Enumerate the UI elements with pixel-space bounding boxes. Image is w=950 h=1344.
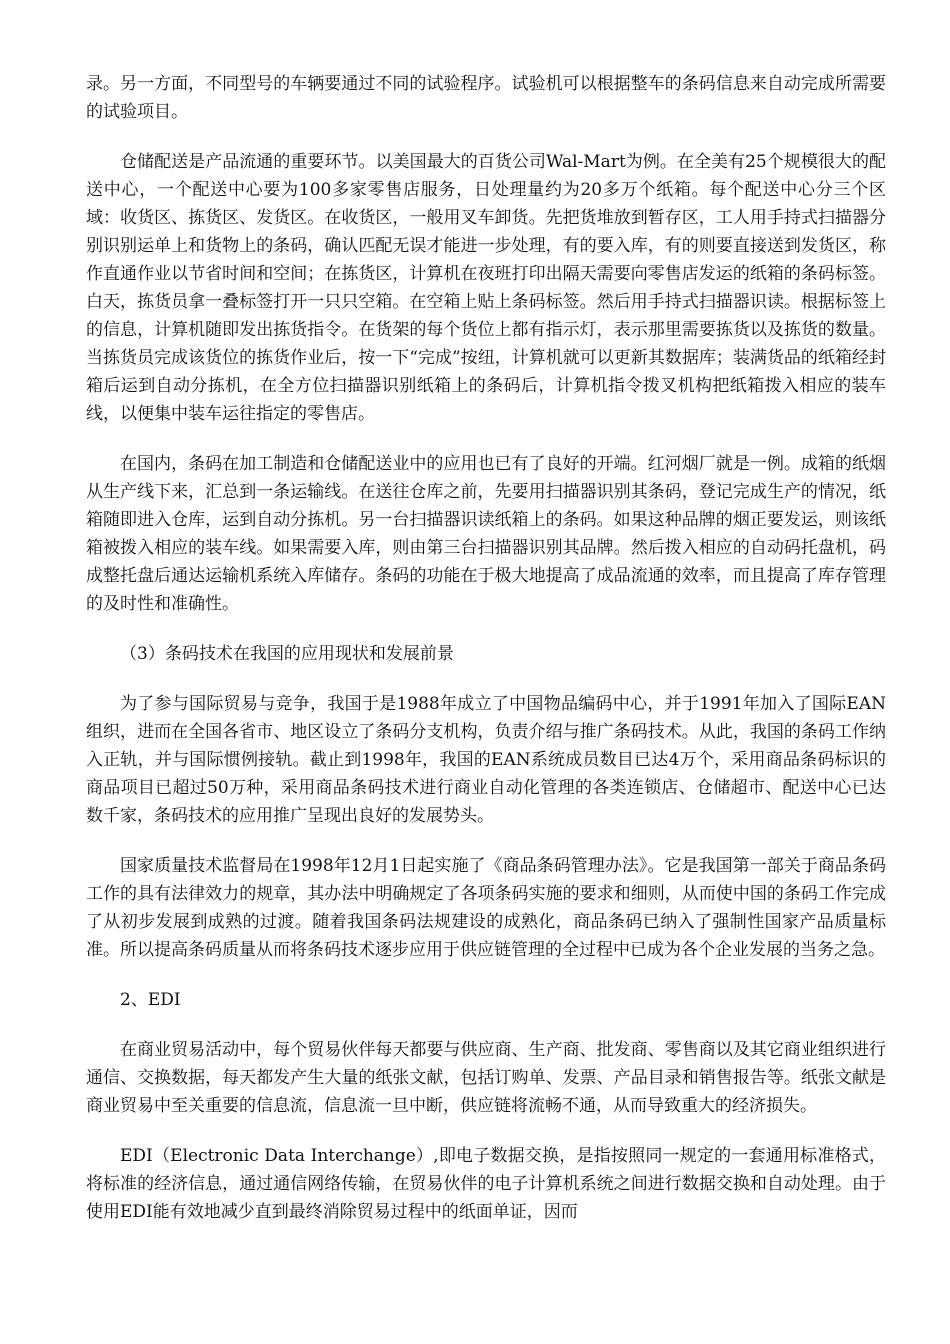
paragraph-regulation: 国家质量技术监督局在1998年12月1日起实施了《商品条码管理办法》。它是我国第一部关于商品条码工作的具有法律效力的规章，其办法中明确规定了各项条码实施的要求和细则，从而使中国的条码工作完成了从初步发展到成熟的过渡。随着我国条码法规建设的成熟化，商品条码已纳入了强制性国家产品质量标准。所以提高条码质量从而将条码技术逐步应用于供应链管理的全过程中已成为各个企业发展的当务之急。: [86, 856, 886, 960]
document-body: [86, 70, 886, 1248]
paragraph-warehouse-distribution: 仓储配送是产品流通的重要环节。以美国最大的百货公司Wal-Mart为例。在全美有25个规模很大的配送中心，一个配送中心要为100多家零售店服务，日处理量约为20多万个纸箱。每个配送中心分三个区域：收货区、拣货区、发货区。在收货区，一般用叉车卸货。先把货堆放到暂存区，工人用手持式扫描器分别识别运单上和货物上的条码，确认匹配无误才能进一步处理，有的要入库，有的则要直接送到发货区，称作直通作业以节省时间和空间；在拣货区，计算机在夜班打印出隔天需要向零售店发运的纸箱的条码标签。白天，拣货员拿一叠标签打开一只只空箱。在空箱上贴上条码标签。然后用手持式扫描器识读。根据标签上的信息，计算机随即发出拣货指令。在货架的每个货位上都有指示灯，表示那里需要拣货以及拣货的数量。当拣货员完成该货位的拣货作业后，按一下“完成”按纽，计算机就可以更新其数据库；装满货品的纸箱经封箱后运到自动分拣机，在全方位扫描器识别纸箱上的条码后，计算机指令拨叉机构把纸箱拨入相应的装车线，以便集中装车运往指定的零售店。: [86, 152, 886, 424]
paragraph-ean-history: 为了参与国际贸易与竞争，我国于是1988年成立了中国物品编码中心，并于1991年加入了国际EAN组织，进而在全国各省市、地区设立了条码分支机构，负责介绍与推广条码技术。从此，我国的条码工作纳入正轨，并与国际惯例接轨。截止到1998年，我国的EAN系统成员数目已达4万个，采用商品条码标识的商品项目已超过50万种，采用商品条码技术进行商业自动化管理的各类连锁店、仓储超市、配送中心已达数千家，条码技术的应用推广呈现出良好的发展势头。: [86, 694, 886, 826]
paragraph-paper-documents: 在商业贸易活动中，每个贸易伙伴每天都要与供应商、生产商、批发商、零售商以及其它商业组织进行通信、交换数据，每天都发产生大量的纸张文献，包括订购单、发票、产品目录和销售报告等。纸张文献是商业贸易中至关重要的信息流，信息流一旦中断，供应链将流畅不通，从而导致重大的经济损失。: [86, 1040, 886, 1116]
paragraph-continuation: 录。另一方面，不同型号的车辆要通过不同的试验程序。试验机可以根据整车的条码信息来自动完成所需要的试验项目。: [86, 74, 886, 122]
section-heading-barcode-status: （3）条码技术在我国的应用现状和发展前景: [120, 644, 454, 664]
paragraph-domestic-application: 在国内，条码在加工制造和仓储配送业中的应用也已有了良好的开端。红河烟厂就是一例。成箱的纸烟从生产线下来，汇总到一条运输线。在送往仓库之前，先要用扫描器识别其条码，登记完成生产的情况，纸箱随即进入仓库，运到自动分拣机。另一台扫描器识读纸箱上的条码。如果这种品牌的烟正要发运，则该纸箱被拨入相应的装车线。如果需要入库，则由第三台扫描器识别其品牌。然后拨入相应的自动码托盘机，码成整托盘后通达运输机系统入库储存。条码的功能在于极大地提高了成品流通的效率，而且提高了库存管理的及时性和准确性。: [86, 454, 886, 614]
paragraph-edi-definition: EDI（Electronic Data Interchange）,即电子数据交换，是指按照同一规定的一套通用标准格式，将标准的经济信息，通过通信网络传输，在贸易伙伴的电子计算机系统之间进行数据交换和自动处理。由于使用EDI能有效地减少直到最终消除贸易过程中的纸面单证，因而: [86, 1146, 886, 1222]
section-heading-edi: 2、EDI: [120, 990, 181, 1010]
